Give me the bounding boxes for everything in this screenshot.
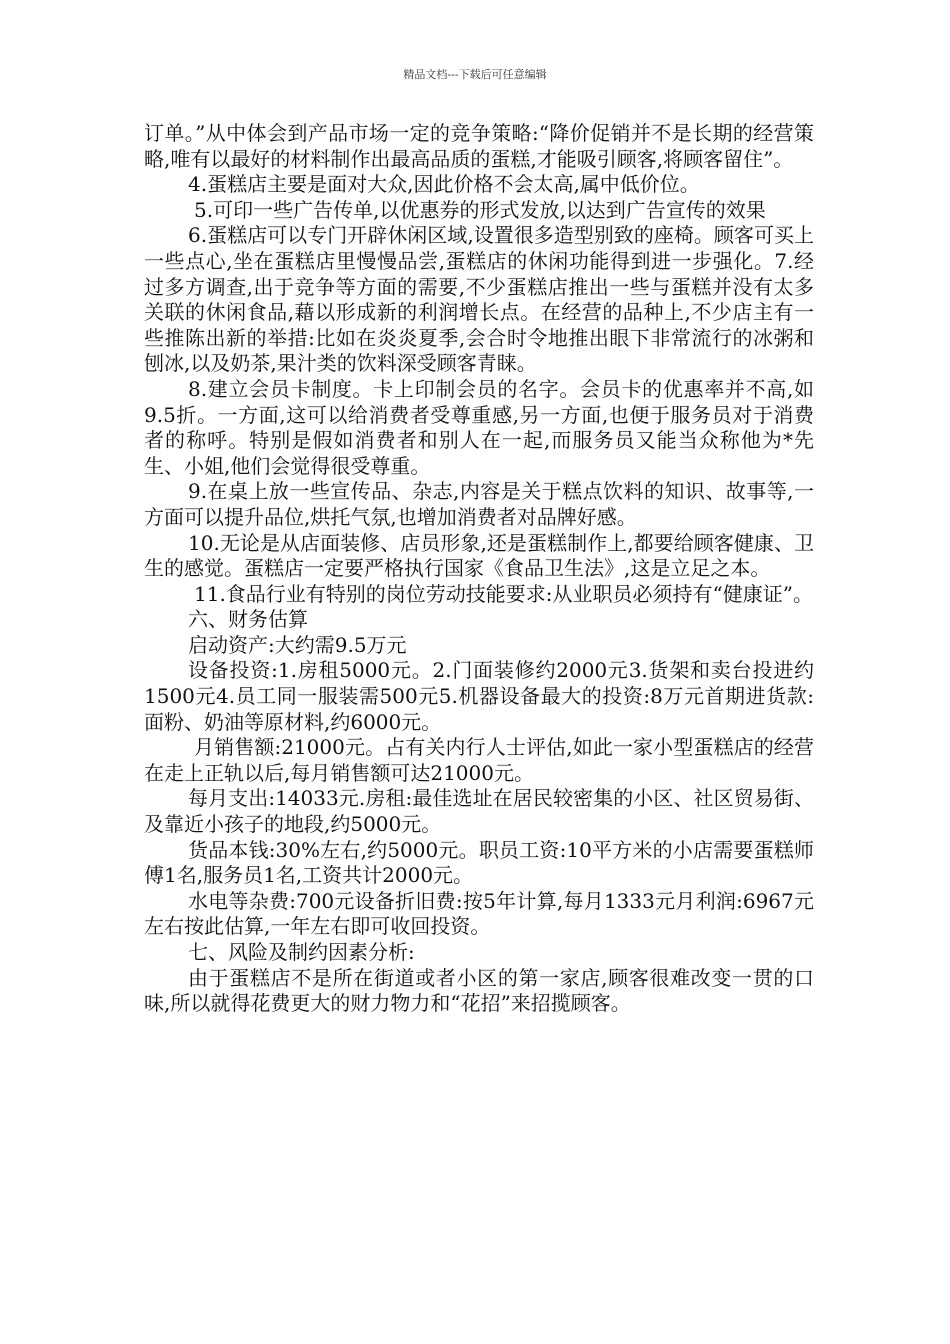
paragraph-goods-cost: 货品本钱:30%左右,约5000元。职员工资:10平方米的小店需要蛋糕师傅1名,服务员1名,工资共计2000元。 (144, 837, 814, 888)
paragraph-utilities-profit: 水电等杂费:700元设备折旧费:按5年计算,每月1333元月利润:6967元左右按此估算,一年左右即可收回投资。 (144, 888, 814, 939)
paragraph-item-10: 10.无论是从店面装修、店员形象,还是蛋糕制作上,都要给顾客健康、卫生的感觉。蛋糕店一定要严格执行国家《食品卫生法》,这是立足之本。 (144, 530, 814, 581)
paragraph-risk-analysis: 由于蛋糕店不是所在街道或者小区的第一家店,顾客很难改变一贯的口味,所以就得花费更大的财力物力和“花招”来招揽顾客。 (144, 965, 814, 1016)
paragraph-monthly-sales: 月销售额:21000元。占有关内行人士评估,如此一家小型蛋糕店的经营在走上正轨以后,每月销售额可达21000元。 (144, 735, 814, 785)
paragraph-item-6-7: 6.蛋糕店可以专门开辟休闲区域,设置很多造型别致的座椅。顾客可买上一些点心,坐在蛋糕店里慢慢品尝,蛋糕店的休闲功能得到进一步强化。7.经过多方调查,出于竞争等方面的需要,不少蛋糕店推出一些与蛋糕并没有太多关联的休闲食品,藉以形成新的利润增长点。在经营的品种上,不少店主有一些推陈出新的举措:比如在炎炎夏季,会合时令地推出眼下非常流行的冰粥和刨冰,以及奶茶,果汁类的饮料深受顾客青睐。 (144, 223, 814, 376)
paragraph-startup-capital: 启动资产:大约需9.5万元 (188, 632, 407, 657)
section-heading-risk: 七、风险及制约因素分析: (188, 940, 415, 964)
paragraph-item-5: 5.可印一些广告传单,以优惠券的形式发放,以达到广告宣传的效果 (194, 197, 766, 222)
paragraph-item-11: 11.食品行业有特别的岗位劳动技能要求:从业职员必须持有“健康证”。 (194, 581, 813, 606)
paragraph-item-8: 8.建立会员卡制度。卡上印制会员的名字。会员卡的优惠率并不高,如9.5折。一方面,这可以给消费者受尊重感,另一方面,也便于服务员对于消费者的称呼。特别是假如消费者和别人在一起,而服务员又能当众称他为*先生、小姐,他们会觉得很受尊重。 (144, 376, 814, 478)
paragraph-order-strategy: 订单。”从中体会到产品市场一定的竞争策略:“降价促销并不是长期的经营策略,唯有以最好的材料制作出最高品质的蛋糕,才能吸引顾客,将顾客留住”。 (144, 121, 814, 171)
page-header: 精品文档---下载后可任意编辑 (403, 68, 547, 81)
document-body (144, 121, 814, 1017)
section-heading-finance: 六、财务估算 (188, 607, 308, 632)
paragraph-item-4: 4.蛋糕店主要是面对大众,因此价格不会太高,属中低价位。 (188, 172, 700, 197)
paragraph-item-9: 9.在桌上放一些宣传品、杂志,内容是关于糕点饮料的知识、故事等,一方面可以提升品位,烘托气氛,也增加消费者对品牌好感。 (144, 479, 814, 529)
paragraph-equipment-investment: 设备投资:1.房租5000元。2.门面装修约2000元3.货架和卖台投进约1500元4.员工同一服装需500元5.机器设备最大的投资:8万元首期进货款:面粉、奶油等原材料,约6000元。 (144, 658, 814, 734)
paragraph-monthly-expenses: 每月支出:14033元.房租:最佳选址在居民较密集的小区、社区贸易街、及靠近小孩子的地段,约5000元。 (144, 786, 814, 837)
